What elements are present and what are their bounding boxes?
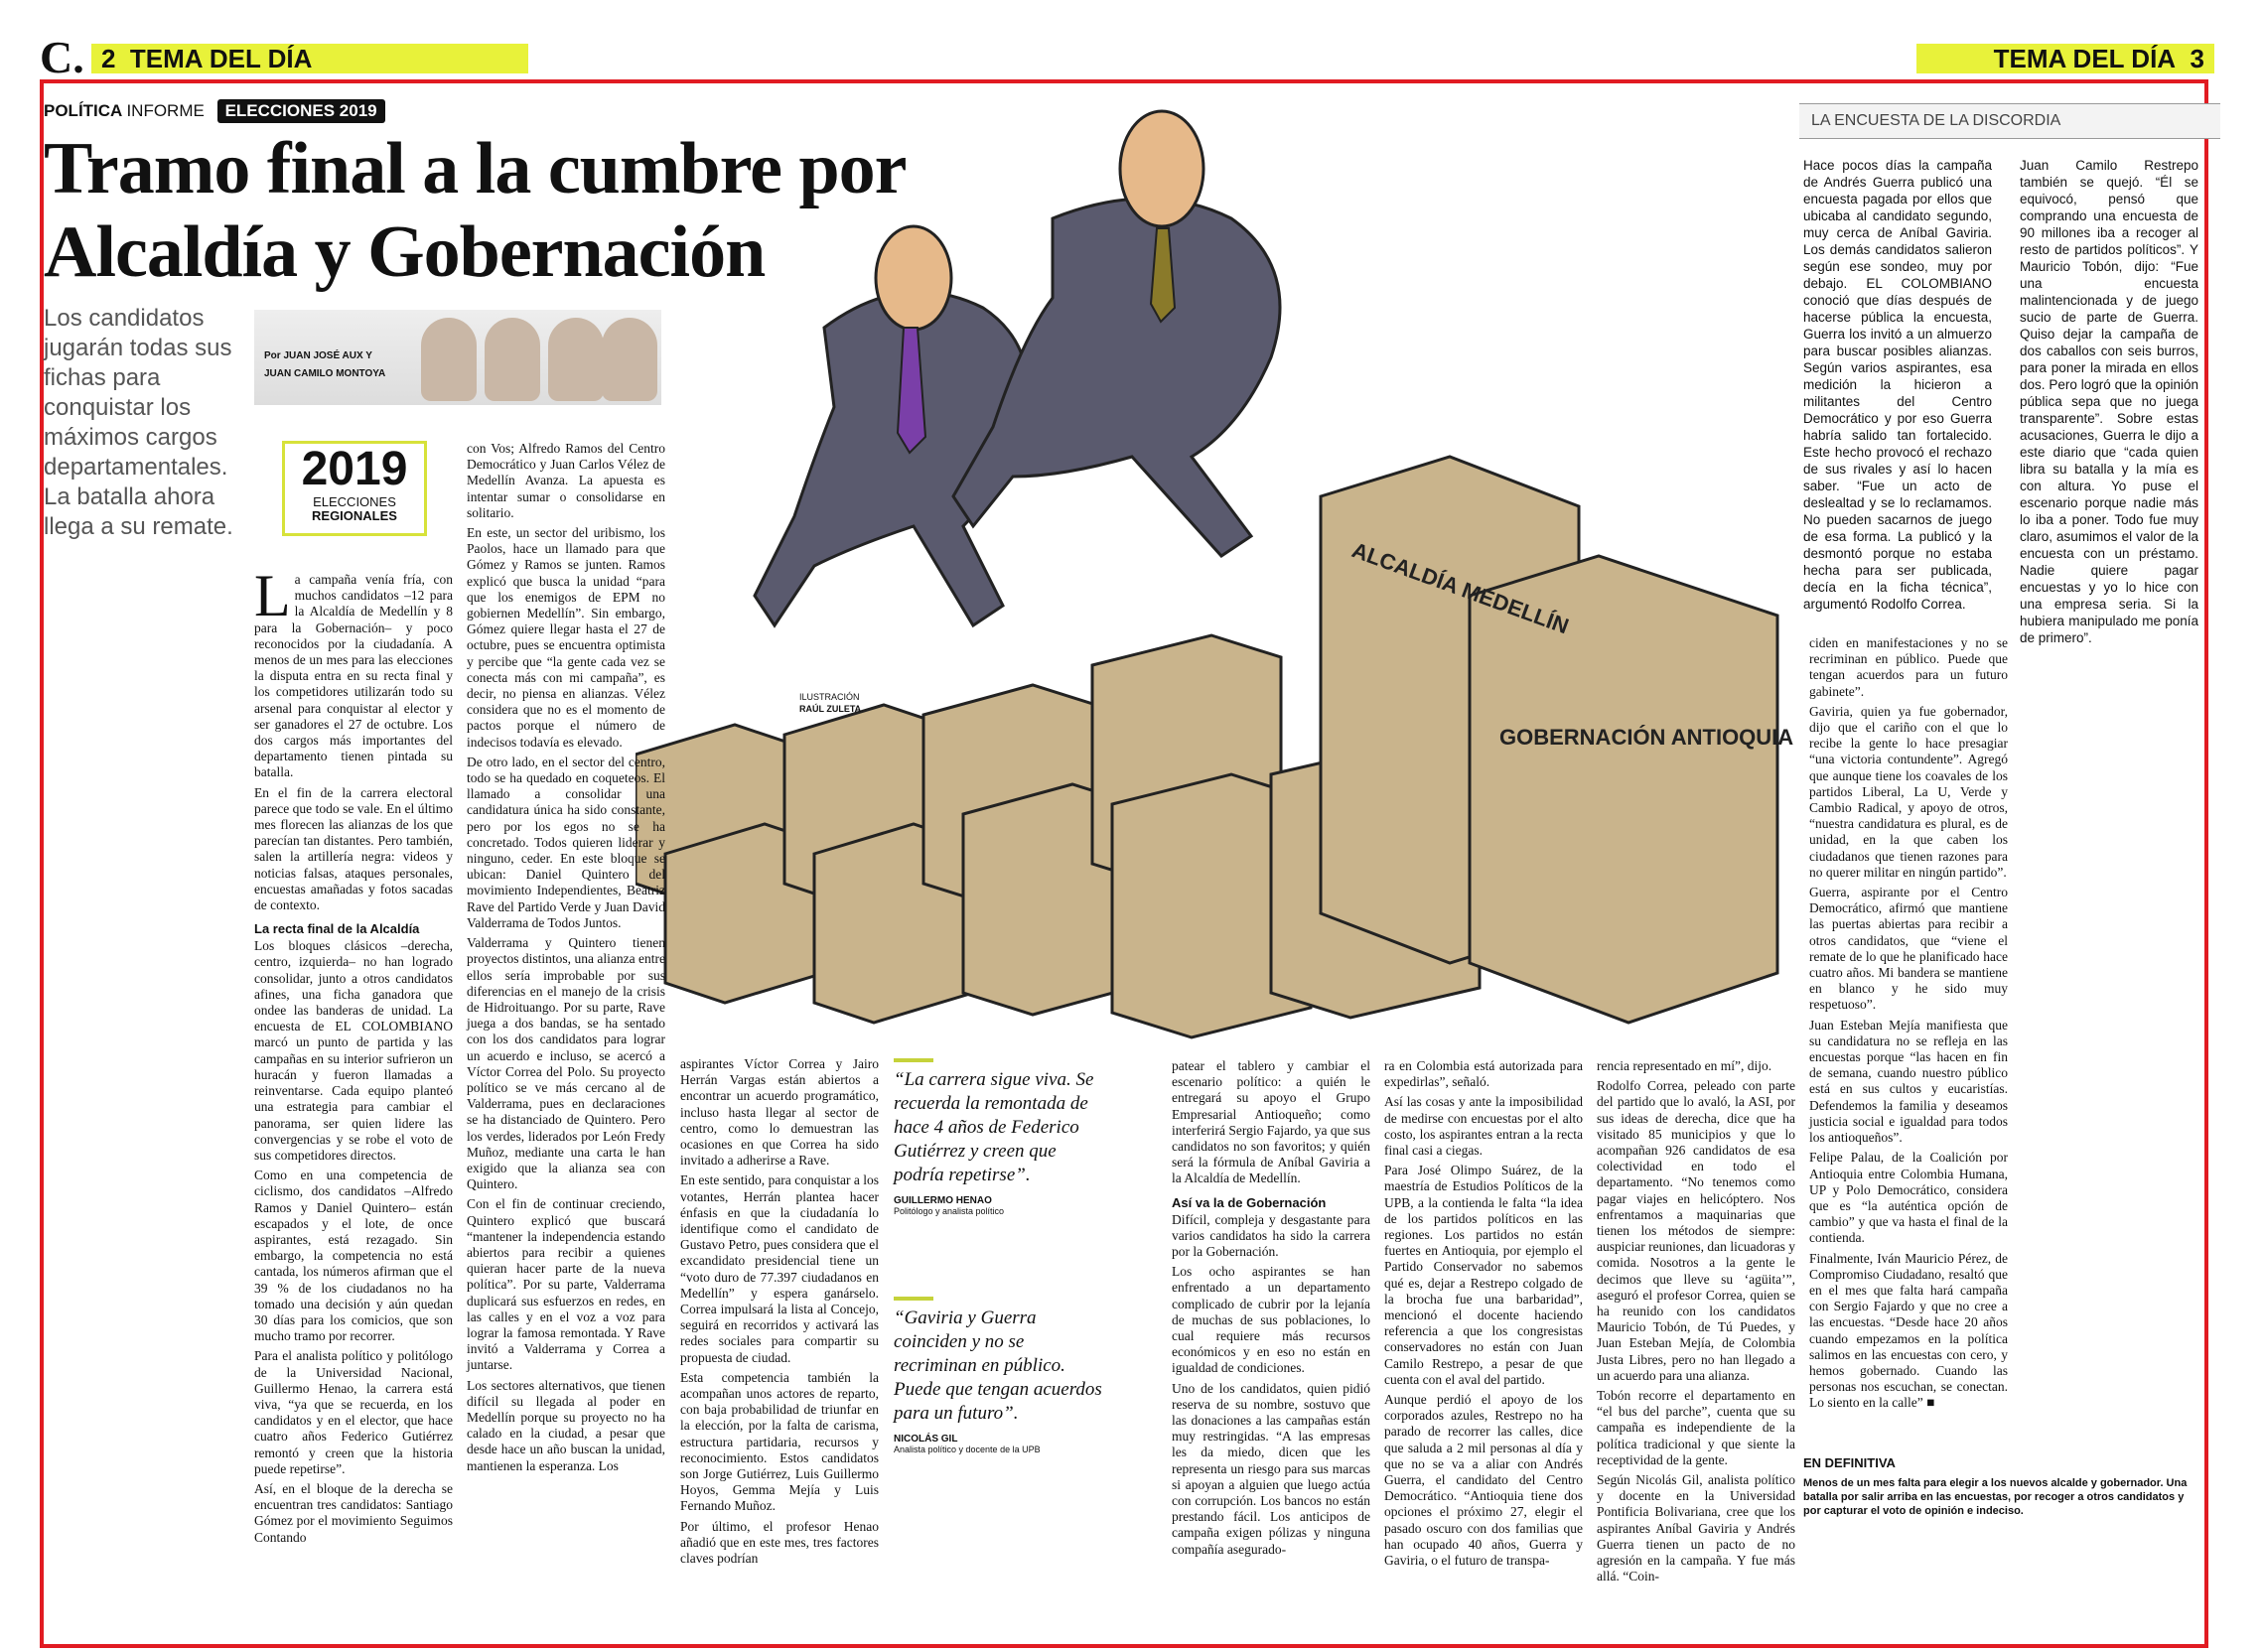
quote-role: Analista político y docente de la UPB (894, 1445, 1041, 1454)
left-page-number: 2 (101, 44, 116, 73)
quote-text: “La carrera sigue viva. Se recuerda la remontada de hace 4 años de Federico Gutiérrez y creen que podría repetirse”. (894, 1069, 1094, 1185)
credit-label: ILUSTRACIÓN (799, 692, 860, 702)
paragraph: Así, en el bloque de la derecha se encuentran tres candidatos: Santiago Gómez por el movimiento Seguimos Contando (254, 1480, 453, 1545)
article-column-1 (254, 563, 453, 1550)
sidebar-text-right: Juan Camilo Restrepo también se quejó. “Él se equivocó, pensó que comprando una encuesta de 90 millones iba a recoger al resto de partidos políticos”. Y Mauricio Tobón, dijo: “Fue una encuesta malintencionada y de juego sucio de parte de Guerra. Quiso dejar la campaña de dos caballos con seis burros, para poner la mirada en ellos dos. Pero logró que la opinión pública sepa que no juega transparente”. Sobre estas acusaciones, Guerra le dijo a este diario que “cada quien libra su batalla y la mía es con altura. Yo puse el escenario porque nadie más lo iba a poner. Todo fue muy claro, asumimos el valor de la encuesta con un préstamo. Nadie quiere pagar encuestas y yo lo hice con una empresa seria. Si la hubiera manipulado me ponía de primero”. (2020, 158, 2198, 645)
paragraph: ra en Colombia está autorizada para expedirlas”, señaló. (1384, 1058, 1583, 1090)
right-section-tag (1916, 44, 2214, 73)
paragraph: Los ocho aspirantes se han enfrentado a un departamento complicado de cubrir por la lejanía de muchas de sus poblaciones, lo cual requiere más recursos económicos y en eso no están en igualdad de condiciones. (1172, 1264, 1370, 1376)
paragraph: ciden en manifestaciones y no se recriminan en público. Puede que tengan acuerdos para un futuro gabinete”. (1809, 635, 2008, 699)
illustration (636, 79, 1807, 1072)
subheading: La recta final de la Alcaldía (254, 921, 420, 937)
article-column-3 (680, 1056, 879, 1571)
paragraph: De otro lado, en el sector del centro, todo se ha quedado en coqueteos. El llamado a consolidar una candidatura única ha sido constante, pero por los egos no se ha concretado. Todos quieren liderar y ninguno, ceder. En este bloque se ubican: Daniel Quintero del movimiento Independientes, Beatriz Rave del Partido Verde y Juan David Valderrama de Todos Juntos. (467, 754, 665, 930)
byline-prefix: Por (264, 350, 281, 361)
headline: Tramo final a la cumbre por Alcaldía y Gobernación (44, 128, 906, 293)
kicker-type: INFORME (126, 101, 205, 120)
quote-accent-bar (894, 1297, 933, 1301)
elections-2019-logo (282, 441, 427, 536)
paragraph: Para José Olimpo Suárez, de la maestría de Estudios Políticos de la UPB, a la contienda le falta “la idea de los partidos políticos en las regiones. Los partidos no están fuertes en Antioquia, por ejemplo el Partido Conservador no sabemos qué es, dejar a Restrepo colgado de la brocha fue una barbaridad”, mencionó el docente haciendo referencia a que los congresistas conservadores no están con Juan Camilo Restrepo, a pesar de que cuenta con el aval del partido. (1384, 1163, 1583, 1387)
paragraph: Así las cosas y ante la imposibilidad de medirse con encuestas por el alto costo, los aspirantes entran a la recta final casi a ciegas. (1384, 1094, 1583, 1159)
paragraph: En este, un sector del uribismo, los Paolos, hace un llamado para que Gómez y Ramos se junten. Ramos explicó que busca la unidad “para que los enemigos de EPM no gobiernen Medellín”. Sin embargo, Gómez quiere llegar hasta el 27 de octubre, pues se encuentra optimista y percibe que “la gente cada vez se conecta más con mi campaña”, es decir, no piensa en alianzas. Vélez considera que no es el momento de pactos porque el número de indecisos todavía es elevado. (467, 525, 665, 750)
credit-name: RAÚL ZULETA (799, 704, 862, 714)
quote-role: Politólogo y analista político (894, 1206, 1005, 1216)
right-page-number: 3 (2190, 44, 2204, 73)
paragraph: Uno de los candidatos, quien pidió reserva de su nombre, sostuvo que las donaciones a las campañas están muy restringidas. “A las empresas les da miedo, dicen que les representa un riesgo para sus marcas si apoyan a alguien que luego actúa con corrupción. Los bancos no están prestando fácil. Los anticipos de campaña exigen pólizas y ninguna compañía asegurado- (1172, 1380, 1370, 1557)
byline-authors-line2: JUAN CAMILO MONTOYA (264, 368, 386, 379)
paragraph: Esta competencia también la acompañan unos actores de reparto, con baja probabilidad de triunfar en la elección, por la falta de carisma, estructura partidaria, recursos y reconocimiento. Estos candidatos son Jorge Gutiérrez, Luis Guillermo Hoyos, Gemma Mejía y Luis Fernando Muñoz. (680, 1369, 879, 1514)
article-column-2 (467, 441, 665, 1478)
drop-cap: L (254, 563, 291, 628)
illustration-credit (799, 691, 861, 715)
paragraph: Como en una competencia de ciclismo, dos candidatos –Alfredo Ramos y Daniel Quintero– están escapados y el lote, de once aspirantes, está rezagado. Sin embargo, la competencia no está cantada, los números afirman que el 39 % de los ciudadanos no ha tomado una decisión y aún quedan 30 días para los comicios, que son mucho tramo por recorrer. (254, 1168, 453, 1344)
paragraph: Por último, el profesor Henao añadió que en este mes, tres factores claves podrían (680, 1518, 879, 1567)
byline-box (254, 310, 661, 405)
newspaper-logo: C. (40, 32, 84, 82)
paragraph: Aunque perdió el apoyo de los corporados azules, Restrepo no ha parado de recorrer las calles, dice que saluda a 2 mil personas al día y que no se va a aliar con Andrés Guerra, el candidato del Centro Democrático. “Antioquia tiene dos opciones el próximo 27, elegir el pasado oscuro con dos familias que han ocupado 40 años, Guerra y Gaviria, o el futuro de transpa- (1384, 1392, 1583, 1569)
paragraph: Los sectores alternativos, que tienen difícil su llegada al poder en Medellín porque su proyecto no ha calado en la ciudad, a pesar que desde hace un año buscan la unidad, mantienen la esperanza. Los (467, 1377, 665, 1473)
paragraph: con Vos; Alfredo Ramos del Centro Democrático y Juan Carlos Vélez de Medellín Avanza. La apuesta es intentar sumar o consolidarse en solitario. (467, 441, 665, 520)
sidebar-text-left: Hace pocos días la campaña de Andrés Guerra publicó una encuesta pagada por ellos que ubicaba al candidato segundo, muy cerca de Aníbal Gaviria. Los demás candidatos salieron según ese sondeo, muy por debajo. EL COLOMBIANO conoció que días después de hacerse pública la encuesta, Guerra los invitó a un almuerzo para buscar posibles alianzas. Según varios aspirantes, esa medición la hicieron a militantes del Centro Democrático y por eso Guerra habría salido tan fortalecido. Este hecho provocó el rechazo de sus rivales y así lo hacen saber. “Fue un acto de deslealtad y se lo reclamamos. No pueden sacarnos de juego de esa forma. La publicó y la desmontó porque no estaba hecha para ser publicada, decía en la ficha técnica”, argumentó Rodolfo Correa. (1803, 158, 1992, 612)
logo-line1: ELECCIONES (313, 494, 396, 509)
paragraph: Los bloques clásicos –derecha, centro, izquierda– no han logrado consolidar, junto a otros candidatos afines, una ficha ganadora que ondee las banderas de unidad. La encuesta de EL COLOMBIANO marcó un punto de partida y las campañas en su interior sufrieron un huracán y fueron llamadas a reinventarse. Cada equipo planteó una estrategia para cambiar el panorama, ser quien lidere las convergencias y se robe el voto de sus competidores directos. (254, 938, 453, 1163)
elections-badge (217, 99, 385, 123)
kicker-section: POLÍTICA (44, 101, 122, 120)
sidebar-title: LA ENCUESTA DE LA DISCORDIA (1799, 103, 2220, 139)
subheading: Así va la de Gobernación (1172, 1194, 1327, 1210)
paragraph: Juan Esteban Mejía manifiesta que su candidatura no se refleja en las encuestas porque “las hacen en fin de semana, cuando nuestro público está en sus cultos y eucaristías. Defendemos la familia y deseamos justicia social e igualdad para todos los antioqueños”. (1809, 1017, 2008, 1146)
article-column-6 (1597, 1058, 1795, 1589)
author-photo (485, 318, 540, 401)
paragraph: Felipe Palau, de la Coalición por Antioquia entre Colombia Humana, UP y Polo Democrático, considera que es “la auténtica opción de cambio” y que va hasta el final de la contienda. (1809, 1150, 2008, 1246)
paragraph: Difícil, compleja y desgastante para varios candidatos ha sido la carrera por la Gobernación. (1172, 1211, 1370, 1260)
logo-year: 2019 (301, 443, 408, 495)
paragraph: Rodolfo Correa, peleado con parte del partido que lo avaló, la ASI, por sus ideas de derecha, dice que ha visitado 85 municipios y que lo acompañan 926 candidatos de esa colectividad en todo el departamento. “No tenemos como pagar viajes en helicóptero. Nos enfrentamos a maquinarias que tienen los métodos de siempre: auspiciar reuniones, dan licuadoras y comida. Nosotros a la gente le decimos que lleve su ‘agüita’”, aseguró el profesor Correa, quien se ha reunido con los candidatos Mauricio Tobón, de Tú Puedes, y Juan Esteban Mejía, de Colombia Justa Libres, pero no han llegado a un acuerdo para una alianza. (1597, 1078, 1795, 1383)
article-column-5 (1384, 1058, 1583, 1573)
paragraph: Según Nicolás Gil, analista político y docente en la Universidad Pontificia Bolivariana, cree que los aspirantes Aníbal Gaviria y Andrés Guerra tienen un pacto de no agresión en la campaña. Y fue más allá. “Coin- (1597, 1472, 1795, 1584)
paragraph: Gaviria, quien ya fue gobernador, dijo que el cariño con el que lo recibe la gente lo hace presagiar “una victoria contundente”. Agregó que aunque tiene los coavales de los partidos Liberal, La U, Verde y Cambio Radical, y apoyo de otros, “nuestra candidatura es plural, es de unidad, en la que caben los ciudadanos que tienen razones para no querer militar en ningún partido”. (1809, 703, 2008, 880)
pull-quote-2 (894, 1297, 1102, 1454)
en-definitiva-box (1803, 1455, 2200, 1518)
paragraph: rencia representado en mí”, dijo. (1597, 1058, 1772, 1073)
paragraph: En el fin de la carrera electoral parece que todo se vale. En el último mes florecen las alianzas de los que parecían tan distantes. Pero también, salen la artillería negra: videos y noticias falsas, ataques personales, encuestas amañadas y fotos sacadas de contexto. (254, 784, 453, 913)
left-section-title: TEMA DEL DÍA (129, 44, 313, 73)
paragraph: Para el analista político y politólogo de la Universidad Nacional, Guillermo Henao, la carrera está viva, “ya que se recuerda, en los candidatos y en el elector, que hace cuatro años Federico Gutiérrez remontó y creen que la historia puede repetirse”. (254, 1348, 453, 1476)
byline-authors-line1: JUAN JOSÉ AUX Y (283, 350, 372, 361)
logo-line2: REGIONALES (312, 508, 397, 523)
left-section-tag (91, 44, 528, 73)
en-definitiva-text: Menos de un mes falta para elegir a los nuevos alcalde y gobernador. Una batalla por salir arriba en las encuestas, por recoger a otros candidatos y por capturar el voto de opinión e indeciso. (1803, 1477, 2188, 1517)
right-section-title: TEMA DEL DÍA (1993, 44, 2177, 73)
elections-badge-label: ELECCIONES 2019 (224, 101, 377, 120)
kicker (44, 99, 385, 123)
paragraph: Guerra, aspirante por el Centro Democrático, afirmó que mantiene las puertas abiertas para recibir a otros candidatos, que “viene el remate de lo que he planificado hace cuatro años. Mi bandera se mantiene en blanco y he sido muy respetuoso”. (1809, 885, 2008, 1013)
dek: Los candidatos jugarán todas sus fichas para conquistar los máximos cargos departamentales. La batalla ahora llega a su remate. (44, 305, 233, 540)
quote-author: GUILLERMO HENAO (894, 1195, 992, 1206)
paragraph: En este sentido, para conquistar a los votantes, Herrán plantea hacer énfasis en que la ciudadanía lo identifique como el candidato de Gustavo Petro, pues considera que el excandidato presidencial tiene un “voto duro de 77.397 ciudadanos en Medellín” y espera ganárselo. Correa impulsará la lista al Concejo, seguirá en recorridos y activará las redes sociales para compartir su propuesta de ciudad. (680, 1172, 879, 1365)
paragraph: Tobón recorre el departamento en “el bus del parche”, cuenta que su campaña es independiente de la política tradicional y que siente la receptividad de la gente. (1597, 1388, 1795, 1467)
box-label-gobernacion: GOBERNACIÓN ANTIOQUIA (1499, 725, 1794, 750)
paragraph: aspirantes Víctor Correa y Jairo Herrán Vargas están abiertos a encontrar un acuerdo programático, incluso hasta llegar al sector de centro, como lo demuestran las ocasiones en que Correa ha sido invitado a adherirse a Rave. (680, 1056, 879, 1169)
article-column-4 (1172, 1058, 1370, 1562)
pull-quote-1 (894, 1058, 1102, 1216)
en-definitiva-title: EN DEFINITIVA (1803, 1455, 1896, 1470)
byline-text (264, 347, 385, 383)
paragraph: a campaña venía fría, con muchos candidatos –12 para la Alcaldía de Medellín y 8 para la Gobernación– y poco reconocidos por la ciudadanía. A menos de un mes para las elecciones la disputa entra en su recta final y los competidores utilizarán todo su arsenal para conquistar al elector y ser ganadores el 27 de octubre. Los dos cargos más importantes del departamento tienen pintada su batalla. (254, 572, 453, 780)
quote-text: “Gaviria y Guerra coinciden y no se recriminan en público. Puede que tengan acuerdos para un futuro”. (894, 1308, 1102, 1424)
author-photo (548, 318, 604, 401)
paragraph: Valderrama y Quintero tienen proyectos distintos, una alianza entre ellos sería improbable por sus diferencias en el manejo de la crisis de Hidroituango. Por su parte, Rave juega a dos bandas, se ha sentado con los dos candidatos para lograr un acuerdo e incluso, se acercó a Víctor Correa del Polo. Su proyecto político se ve más cercano al de Valderrama, pues en declaraciones se ha distanciado de Quintero. Pero los verdes, liderados por León Fredy Muñoz, mediante una carta le han exigido que la alianza sea con Quintero. (467, 935, 665, 1192)
article-column-7 (1809, 635, 2008, 1416)
paragraph: patear el tablero y cambiar el escenario político: a quién le entregará su apoyo el Grupo Empresarial Antioqueño; como interferirá Sergio Fajardo, ya que sus candidatos no son favoritos; y quién será la fórmula de Aníbal Gaviria a la Alcaldía de Medellín. (1172, 1058, 1370, 1186)
paragraph: Finalmente, Iván Mauricio Pérez, de Compromiso Ciudadano, resaltó que en el mes que falta hará campaña con Sergio Fajardo y que no cree a las encuestas. “Desde hace 20 años cuando empezamos en la política salimos en las encuestas con cero, y hemos gobernado. Cuando las personas nos escuchan, se conectan. Lo siento en la calle” ■ (1809, 1250, 2008, 1411)
box-label-alcaldia: ALCALDÍA MEDELLÍN (1348, 537, 1573, 639)
author-photo (421, 318, 477, 401)
quote-accent-bar (894, 1058, 933, 1062)
quote-author: NICOLÁS GIL (894, 1434, 958, 1445)
paragraph: Con el fin de continuar creciendo, Quintero explicó que buscará “mantener la independencia estando abiertos para recibir a quienes quieran hacer parte de la nueva política”. Por su parte, Valderrama duplicará sus esfuerzos en redes, en las calles y en el voz a voz para lograr la famosa remontada. Y Rave invitó a Valderrama y Correa a juntarse. (467, 1196, 665, 1373)
